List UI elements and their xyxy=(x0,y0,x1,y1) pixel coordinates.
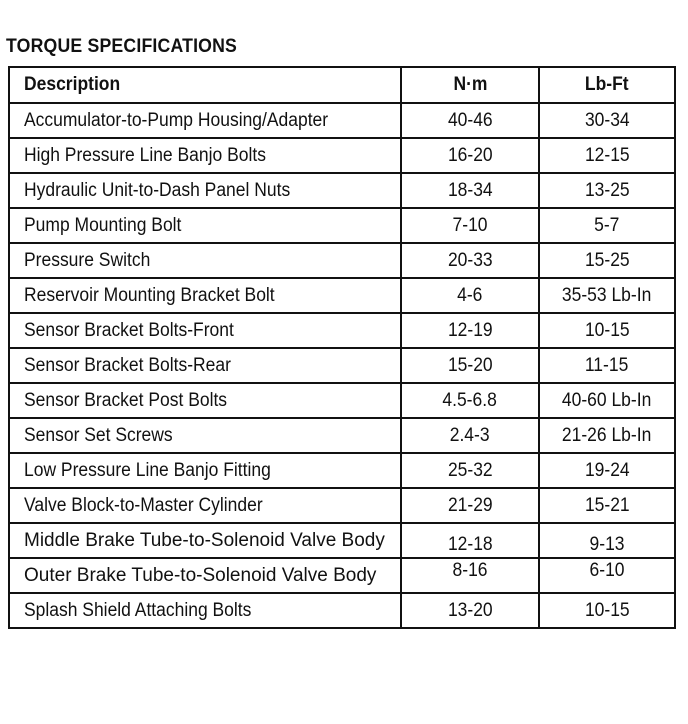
description-cell: High Pressure Line Banjo Bolts xyxy=(9,138,401,173)
table-row xyxy=(9,558,675,593)
table-row xyxy=(9,488,675,523)
lbft-cell: 13-25 xyxy=(539,173,675,208)
nm-cell: 12-18 xyxy=(401,523,539,558)
description-cell: Sensor Bracket Bolts-Front xyxy=(9,313,401,348)
lbft-cell: 10-15 xyxy=(539,593,675,628)
nm-cell: 8-16 xyxy=(401,558,539,593)
nm-cell: 25-32 xyxy=(401,453,539,488)
lbft-cell: 30-34 xyxy=(539,103,675,138)
table-row xyxy=(9,523,675,558)
lbft-cell: 10-15 xyxy=(539,313,675,348)
lbft-cell: 19-24 xyxy=(539,453,675,488)
table-row xyxy=(9,138,675,173)
description-cell: Accumulator-to-Pump Housing/Adapter xyxy=(9,103,401,138)
description-cell: Sensor Bracket Bolts-Rear xyxy=(9,348,401,383)
table-row xyxy=(9,313,675,348)
table-header-row xyxy=(9,67,675,103)
nm-cell: 4-6 xyxy=(401,278,539,313)
nm-cell: 2.4-3 xyxy=(401,418,539,453)
table-row xyxy=(9,453,675,488)
nm-cell: 13-20 xyxy=(401,593,539,628)
table-row xyxy=(9,383,675,418)
lbft-cell: 5-7 xyxy=(539,208,675,243)
description-cell: Sensor Set Screws xyxy=(9,418,401,453)
description-cell: Middle Brake Tube-to-Solenoid Valve Body xyxy=(9,523,401,558)
nm-cell: 40-46 xyxy=(401,103,539,138)
lbft-cell: 12-15 xyxy=(539,138,675,173)
description-cell: Splash Shield Attaching Bolts xyxy=(9,593,401,628)
table-row xyxy=(9,103,675,138)
lbft-cell: 11-15 xyxy=(539,348,675,383)
table-row xyxy=(9,278,675,313)
table-row xyxy=(9,243,675,278)
nm-cell: 16-20 xyxy=(401,138,539,173)
nm-cell: 21-29 xyxy=(401,488,539,523)
nm-cell: 4.5-6.8 xyxy=(401,383,539,418)
table-row xyxy=(9,593,675,628)
column-header-lbft: Lb-Ft xyxy=(539,67,675,103)
torque-spec-table xyxy=(8,66,676,629)
description-cell: Reservoir Mounting Bracket Bolt xyxy=(9,278,401,313)
description-cell: Outer Brake Tube-to-Solenoid Valve Body xyxy=(9,558,401,593)
description-cell: Sensor Bracket Post Bolts xyxy=(9,383,401,418)
lbft-cell: 21-26 Lb-In xyxy=(539,418,675,453)
description-cell: Hydraulic Unit-to-Dash Panel Nuts xyxy=(9,173,401,208)
table-row xyxy=(9,173,675,208)
description-cell: Low Pressure Line Banjo Fitting xyxy=(9,453,401,488)
description-cell: Pressure Switch xyxy=(9,243,401,278)
lbft-cell: 35-53 Lb-In xyxy=(539,278,675,313)
table-row xyxy=(9,348,675,383)
nm-cell: 18-34 xyxy=(401,173,539,208)
lbft-cell: 40-60 Lb-In xyxy=(539,383,675,418)
nm-cell: 7-10 xyxy=(401,208,539,243)
lbft-cell: 15-25 xyxy=(539,243,675,278)
lbft-cell: 9-13 xyxy=(539,523,675,558)
nm-cell: 15-20 xyxy=(401,348,539,383)
description-cell: Valve Block-to-Master Cylinder xyxy=(9,488,401,523)
nm-cell: 20-33 xyxy=(401,243,539,278)
description-cell: Pump Mounting Bolt xyxy=(9,208,401,243)
nm-cell: 12-19 xyxy=(401,313,539,348)
lbft-cell: 15-21 xyxy=(539,488,675,523)
table-row xyxy=(9,208,675,243)
table-row xyxy=(9,418,675,453)
page-title: TORQUE SPECIFICATIONS xyxy=(6,36,238,57)
lbft-cell: 6-10 xyxy=(539,558,675,593)
column-header-nm: N·m xyxy=(401,67,539,103)
column-header-description: Description xyxy=(9,67,401,103)
